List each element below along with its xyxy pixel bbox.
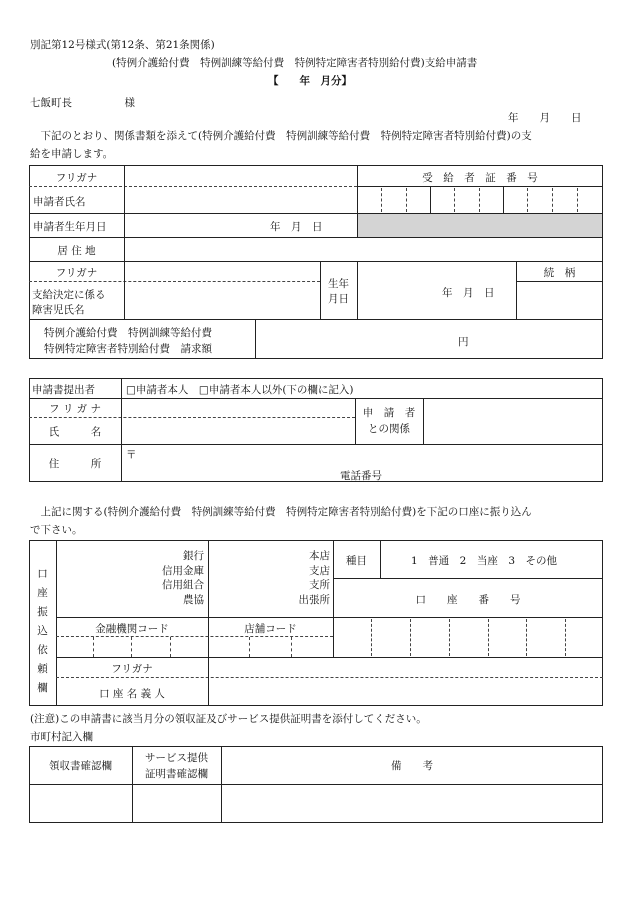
bank-intro-line-1: 上記に関する(特例介護給付費 特例訓練等給付費 特例特定障害者特別給付費)を下記の口座に振り込ん (30, 506, 532, 518)
relation-label: 続 柄 (543, 267, 576, 279)
holder-furigana-label: フリガナ (111, 663, 153, 675)
submission-date: 年 月 日 (508, 112, 582, 124)
child-name-label-1: 支給決定に係る (32, 289, 106, 301)
submitter-name-label: 氏 名 (48, 426, 102, 438)
institution-type: 農協 (183, 593, 204, 606)
service-check-label-1: サービス提供 (145, 752, 208, 764)
applicant-birth-ymd: 年 月 日 (270, 221, 323, 233)
branch-types (250, 549, 330, 607)
institution-types (120, 549, 204, 607)
child-name-label-2: 障害児氏名 (32, 304, 85, 316)
birth-label-bottom: 月日 (328, 293, 349, 305)
account-type-options: 1 普通 2 当座 3 その他 (411, 555, 558, 567)
applicant-name-label: 申請者氏名 (33, 196, 86, 208)
addressee: 七飯町長 様 (30, 97, 135, 109)
postal-mark: 〒 (126, 449, 137, 461)
side-char: 座 (37, 587, 48, 599)
birth-label-top: 生年 (328, 278, 349, 290)
yen-label: 円 (458, 336, 469, 348)
form-number: 別記第12号様式(第12条、第21条関係) (30, 39, 215, 51)
side-char: 口 (37, 568, 48, 580)
relation-label-2: との関係 (368, 423, 410, 435)
institution-type: 信用金庫 (162, 564, 204, 577)
bank-side-label (29, 565, 56, 698)
intro-line-2: 給を申請します。 (30, 148, 114, 160)
remarks-label: 備 考 (391, 760, 433, 772)
form-title: (特例介護給付費 特例訓練等給付費 特例特定障害者特別給付費)支給申請書 (112, 57, 478, 69)
institution-type: 信用組合 (162, 579, 204, 591)
claim-label-2: 特例特定障害者特別給付費 請求額 (44, 343, 212, 355)
address-label: 居 住 地 (57, 245, 96, 257)
side-char: 依 (37, 644, 48, 656)
period-label: 【 年 月分】 (268, 75, 352, 87)
account-holder-label: 口 座 名 義 人 (99, 688, 165, 700)
bank-intro-line-2: で下さい。 (30, 524, 83, 536)
account-type-label: 種目 (346, 555, 367, 567)
submitter-address-label: 住 所 (48, 458, 102, 470)
branch-type: 支所 (309, 579, 330, 591)
branch-type: 支店 (309, 564, 330, 577)
submitter-label: 申請書提出者 (32, 384, 95, 396)
child-birth-ymd: 年 月 日 (442, 287, 495, 299)
recipient-number-label: 受 給 者 証 番 号 (422, 172, 538, 184)
submitter-options: □申請者本人 □申請者本人以外(下の欄に記入) (126, 384, 354, 396)
shaded-cell (357, 213, 602, 237)
service-check-label-2: 証明書確認欄 (145, 768, 208, 780)
branch-type: 出張所 (298, 593, 330, 606)
side-char: 欄 (37, 682, 48, 694)
applicant-birth-label: 申請者生年月日 (33, 221, 107, 233)
side-char: 振 (37, 606, 48, 618)
phone-label: 電話番号 (340, 470, 382, 482)
furigana-label: フリガナ (55, 172, 98, 184)
attachment-notice: (注意)この申請書に該当月分の領収証及びサービス提供証明書を添付してください。 (30, 713, 427, 725)
side-char: 込 (37, 625, 48, 637)
branch-code-label: 店舗コード (244, 623, 297, 635)
branch-type: 本店 (309, 550, 330, 562)
relation-label-1: 申 請 者 (362, 407, 416, 419)
institution-type: 銀行 (183, 550, 204, 562)
account-number-label: 口 座 番 号 (415, 594, 521, 606)
municipal-section-title: 市町村記入欄 (30, 731, 93, 743)
claim-label-1: 特例介護給付費 特例訓練等給付費 (44, 327, 212, 339)
intro-line-1: 下記のとおり、関係書類を添えて(特例介護給付費 特例訓練等給付費 特例特定障害者特別給付費)の支 (30, 130, 532, 142)
receipt-check-label: 領収書確認欄 (49, 760, 112, 772)
furigana-label-2: フリガナ (55, 267, 98, 279)
bank-code-label: 金融機関コード (95, 623, 169, 635)
submitter-furigana-label: フ リ ガ ナ (48, 403, 101, 415)
side-char: 頼 (37, 663, 48, 675)
